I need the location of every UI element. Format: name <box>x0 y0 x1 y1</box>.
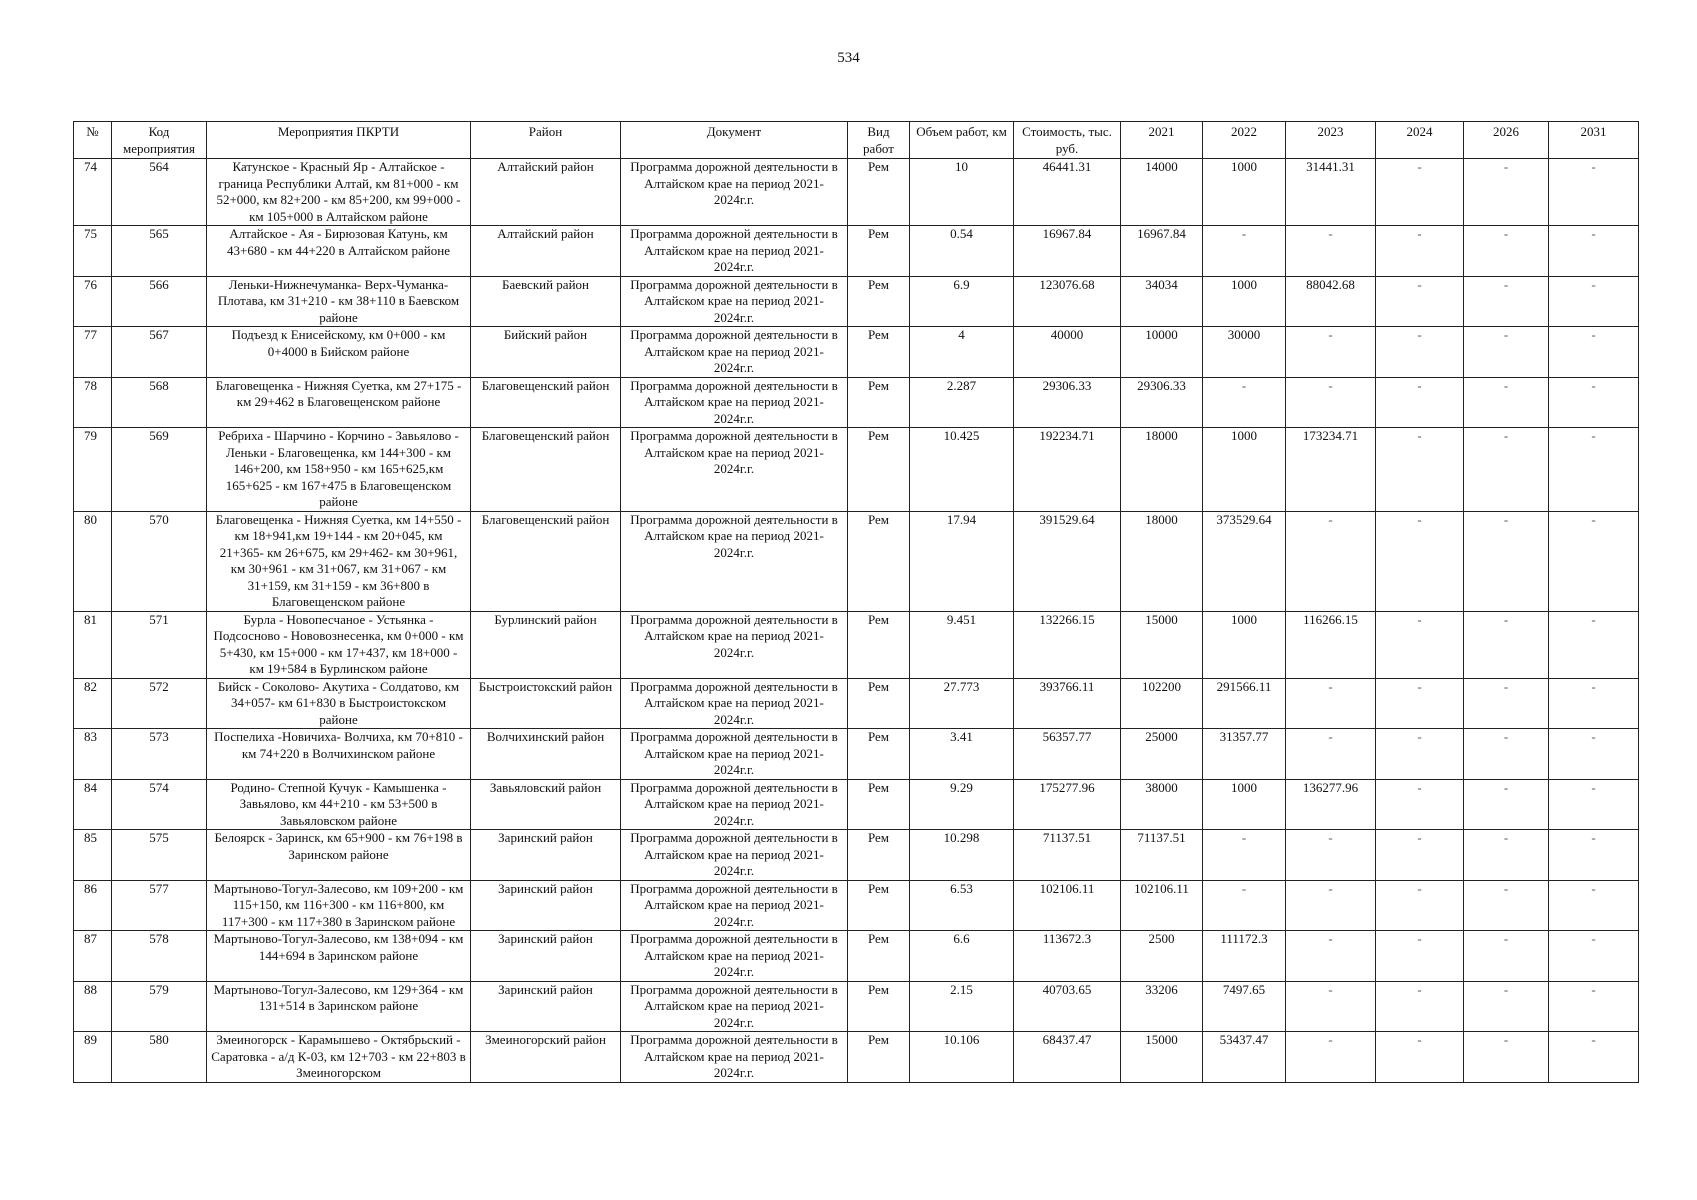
table-cell: - <box>1549 779 1639 830</box>
table-row <box>74 981 1639 1032</box>
table-cell: - <box>1286 880 1376 931</box>
table-cell: 1000 <box>1203 779 1286 830</box>
table-row <box>74 159 1639 226</box>
table-cell: Рем <box>848 327 910 378</box>
table-cell: 573 <box>112 729 207 780</box>
table-cell: 579 <box>112 981 207 1032</box>
table-cell: 2.15 <box>910 981 1014 1032</box>
table-cell: Рем <box>848 981 910 1032</box>
column-header: Стоимость, тыс. руб. <box>1014 122 1121 159</box>
table-cell: 0.54 <box>910 226 1014 277</box>
table-cell: - <box>1376 1032 1464 1083</box>
table-cell: - <box>1376 377 1464 428</box>
table-row <box>74 511 1639 611</box>
table-cell: Рем <box>848 159 910 226</box>
table-cell: - <box>1464 779 1549 830</box>
table-cell: 10000 <box>1121 327 1203 378</box>
table-cell: - <box>1549 931 1639 982</box>
table-cell: Благовещенский район <box>471 428 621 512</box>
table-cell: 7497.65 <box>1203 981 1286 1032</box>
table-cell: 1000 <box>1203 428 1286 512</box>
table-cell: - <box>1203 226 1286 277</box>
table-cell: - <box>1286 511 1376 611</box>
table-cell: Ребриха - Шарчино - Корчино - Завьялово - Леньки - Благовещенка, км 144+300 - км 146+200, км 158+950 - км 165+625,км 165+625 - км 167+475 в Благовещенском районе <box>207 428 471 512</box>
table-cell: 575 <box>112 830 207 881</box>
table-cell: - <box>1376 327 1464 378</box>
table-cell: 84 <box>74 779 112 830</box>
table-cell: 132266.15 <box>1014 611 1121 678</box>
table-cell: - <box>1464 830 1549 881</box>
table-cell: - <box>1549 511 1639 611</box>
table-cell: Завьяловский район <box>471 779 621 830</box>
table-cell: Баевский район <box>471 276 621 327</box>
table-cell: Рем <box>848 377 910 428</box>
table-cell: - <box>1464 159 1549 226</box>
table-cell: - <box>1549 880 1639 931</box>
table-cell: Программа дорожной деятельности в Алтайском крае на период 2021-2024г.г. <box>621 511 848 611</box>
table-cell: Родино- Степной Кучук - Камышенка - Завьялово, км 44+210 - км 53+500 в Завьяловском районе <box>207 779 471 830</box>
table-cell: Волчихинский район <box>471 729 621 780</box>
table-cell: Программа дорожной деятельности в Алтайском крае на период 2021-2024г.г. <box>621 159 848 226</box>
table-cell: 83 <box>74 729 112 780</box>
table-cell: Благовещенский район <box>471 511 621 611</box>
column-header: 2024 <box>1376 122 1464 159</box>
column-header: 2023 <box>1286 122 1376 159</box>
table-cell: 102106.11 <box>1121 880 1203 931</box>
table-row <box>74 678 1639 729</box>
table-cell: 113672.3 <box>1014 931 1121 982</box>
table-cell: - <box>1464 1032 1549 1083</box>
table-cell: - <box>1376 880 1464 931</box>
table-cell: - <box>1549 1032 1639 1083</box>
table-cell: - <box>1376 830 1464 881</box>
table-cell: Подъезд к Енисейскому, км 0+000 - км 0+4000 в Бийском районе <box>207 327 471 378</box>
table-row <box>74 880 1639 931</box>
measures-table <box>73 121 1639 1083</box>
table-cell: 25000 <box>1121 729 1203 780</box>
table-cell: Мартыново-Тогул-Залесово, км 129+364 - км 131+514 в Заринском районе <box>207 981 471 1032</box>
table-cell: - <box>1549 611 1639 678</box>
table-cell: - <box>1464 678 1549 729</box>
table-cell: 570 <box>112 511 207 611</box>
table-cell: 75 <box>74 226 112 277</box>
table-cell: Бийский район <box>471 327 621 378</box>
table-cell: 38000 <box>1121 779 1203 830</box>
table-cell: 123076.68 <box>1014 276 1121 327</box>
table-cell: Леньки-Нижнечуманка- Верх-Чуманка-Плотава, км 31+210 - км 38+110 в Баевском районе <box>207 276 471 327</box>
table-cell: 574 <box>112 779 207 830</box>
table-cell: Рем <box>848 226 910 277</box>
table-cell: 81 <box>74 611 112 678</box>
table-cell: 564 <box>112 159 207 226</box>
table-cell: - <box>1549 226 1639 277</box>
table-cell: - <box>1286 327 1376 378</box>
table-cell: Поспелиха -Новичиха- Волчиха, км 70+810 - км 74+220 в Волчихинском районе <box>207 729 471 780</box>
table-cell: 77 <box>74 327 112 378</box>
table-cell: 565 <box>112 226 207 277</box>
table-cell: - <box>1549 428 1639 512</box>
table-cell: 4 <box>910 327 1014 378</box>
table-cell: Рем <box>848 511 910 611</box>
table-cell: 16967.84 <box>1014 226 1121 277</box>
column-header: Район <box>471 122 621 159</box>
table-cell: - <box>1286 729 1376 780</box>
table-cell: 40000 <box>1014 327 1121 378</box>
table-cell: Программа дорожной деятельности в Алтайском крае на период 2021-2024г.г. <box>621 678 848 729</box>
table-cell: - <box>1464 327 1549 378</box>
table-cell: Программа дорожной деятельности в Алтайском крае на период 2021-2024г.г. <box>621 226 848 277</box>
table-cell: - <box>1376 611 1464 678</box>
table-cell: - <box>1376 779 1464 830</box>
table-cell: Змеиногорск - Карамышево - Октябрьский - Саратовка - а/д К-03, км 12+703 - км 22+803 в Змеиногорском <box>207 1032 471 1083</box>
table-cell: Катунское - Красный Яр - Алтайское - граница Республики Алтай, км 81+000 - км 52+000, км 82+200 - км 85+200, км 99+000 - км 105+000 в Алтайском районе <box>207 159 471 226</box>
table-cell: 10.425 <box>910 428 1014 512</box>
table-cell: 173234.71 <box>1286 428 1376 512</box>
table-cell: 2.287 <box>910 377 1014 428</box>
table-cell: 2500 <box>1121 931 1203 982</box>
table-cell: 46441.31 <box>1014 159 1121 226</box>
table-cell: - <box>1286 981 1376 1032</box>
table-cell: 567 <box>112 327 207 378</box>
table-cell: Программа дорожной деятельности в Алтайском крае на период 2021-2024г.г. <box>621 981 848 1032</box>
table-cell: 31357.77 <box>1203 729 1286 780</box>
table-cell: Рем <box>848 678 910 729</box>
table-cell: - <box>1464 377 1549 428</box>
table-cell: - <box>1376 931 1464 982</box>
table-cell: 86 <box>74 880 112 931</box>
table-cell: 27.773 <box>910 678 1014 729</box>
table-cell: 85 <box>74 830 112 881</box>
table-cell: Бурлинский район <box>471 611 621 678</box>
table-cell: - <box>1203 880 1286 931</box>
table-cell: Программа дорожной деятельности в Алтайском крае на период 2021-2024г.г. <box>621 1032 848 1083</box>
table-cell: Программа дорожной деятельности в Алтайском крае на период 2021-2024г.г. <box>621 276 848 327</box>
table-cell: 9.451 <box>910 611 1014 678</box>
table-cell: Программа дорожной деятельности в Алтайском крае на период 2021-2024г.г. <box>621 327 848 378</box>
table-cell: 78 <box>74 377 112 428</box>
table-cell: 569 <box>112 428 207 512</box>
table-cell: 572 <box>112 678 207 729</box>
table-cell: 577 <box>112 880 207 931</box>
table-cell: Рем <box>848 779 910 830</box>
table-row <box>74 1032 1639 1083</box>
table-cell: Программа дорожной деятельности в Алтайском крае на период 2021-2024г.г. <box>621 611 848 678</box>
table-cell: - <box>1464 226 1549 277</box>
table-row <box>74 611 1639 678</box>
table-cell: Программа дорожной деятельности в Алтайском крае на период 2021-2024г.г. <box>621 880 848 931</box>
table-cell: 136277.96 <box>1286 779 1376 830</box>
table-cell: - <box>1464 880 1549 931</box>
table-row <box>74 729 1639 780</box>
table-cell: Заринский район <box>471 880 621 931</box>
column-header: Код мероприятия <box>112 122 207 159</box>
table-cell: Благовещенка - Нижняя Суетка, км 27+175 - км 29+462 в Благовещенском районе <box>207 377 471 428</box>
table-cell: 3.41 <box>910 729 1014 780</box>
column-header: 2021 <box>1121 122 1203 159</box>
table-cell: Мартыново-Тогул-Залесово, км 138+094 - км 144+694 в Заринском районе <box>207 931 471 982</box>
table-cell: 71137.51 <box>1014 830 1121 881</box>
table-cell: 88042.68 <box>1286 276 1376 327</box>
table-body <box>74 159 1639 1083</box>
table-cell: 393766.11 <box>1014 678 1121 729</box>
table-cell: Программа дорожной деятельности в Алтайском крае на период 2021-2024г.г. <box>621 428 848 512</box>
table-cell: - <box>1549 377 1639 428</box>
table-cell: - <box>1203 377 1286 428</box>
table-cell: 18000 <box>1121 428 1203 512</box>
table-cell: - <box>1376 678 1464 729</box>
table-cell: Рем <box>848 428 910 512</box>
table-row <box>74 428 1639 512</box>
table-cell: Рем <box>848 729 910 780</box>
table-cell: 89 <box>74 1032 112 1083</box>
table-cell: 82 <box>74 678 112 729</box>
table-cell: 18000 <box>1121 511 1203 611</box>
table-cell: - <box>1464 931 1549 982</box>
table-cell: - <box>1376 981 1464 1032</box>
table-cell: 578 <box>112 931 207 982</box>
table-cell: Благовещенка - Нижняя Суетка, км 14+550 - км 18+941,км 19+144 - км 20+045, км 21+365- км 26+675, км 29+462- км 30+961, км 30+961 - км 31+067, км 31+067 - км 31+159, км 31+159 - км 36+800 в Благовещенском районе <box>207 511 471 611</box>
table-cell: 6.53 <box>910 880 1014 931</box>
table-cell: 40703.65 <box>1014 981 1121 1032</box>
table-cell: Рем <box>848 1032 910 1083</box>
table-cell: 10 <box>910 159 1014 226</box>
table-cell: - <box>1286 678 1376 729</box>
table-cell: - <box>1376 511 1464 611</box>
table-cell: Быстроистокский район <box>471 678 621 729</box>
table-cell: - <box>1464 611 1549 678</box>
table-cell: Змеиногорский район <box>471 1032 621 1083</box>
table-cell: Программа дорожной деятельности в Алтайском крае на период 2021-2024г.г. <box>621 830 848 881</box>
table-cell: 31441.31 <box>1286 159 1376 226</box>
table-cell: 88 <box>74 981 112 1032</box>
table-cell: 1000 <box>1203 276 1286 327</box>
table-cell: 580 <box>112 1032 207 1083</box>
column-header: Объем работ, км <box>910 122 1014 159</box>
table-cell: 79 <box>74 428 112 512</box>
table-cell: - <box>1549 729 1639 780</box>
table-cell: 29306.33 <box>1121 377 1203 428</box>
table-cell: - <box>1376 729 1464 780</box>
table-cell: Программа дорожной деятельности в Алтайском крае на период 2021-2024г.г. <box>621 377 848 428</box>
table-cell: - <box>1203 830 1286 881</box>
table-cell: 68437.47 <box>1014 1032 1121 1083</box>
table-cell: Рем <box>848 276 910 327</box>
table-cell: 17.94 <box>910 511 1014 611</box>
table-cell: 175277.96 <box>1014 779 1121 830</box>
table-cell: 291566.11 <box>1203 678 1286 729</box>
table-cell: - <box>1376 428 1464 512</box>
table-cell: - <box>1286 830 1376 881</box>
table-cell: - <box>1376 159 1464 226</box>
table-row <box>74 226 1639 277</box>
table-cell: - <box>1549 678 1639 729</box>
page-number: 534 <box>837 50 860 66</box>
table-cell: Благовещенский район <box>471 377 621 428</box>
table-cell: 373529.64 <box>1203 511 1286 611</box>
table-cell: Программа дорожной деятельности в Алтайском крае на период 2021-2024г.г. <box>621 729 848 780</box>
table-cell: 568 <box>112 377 207 428</box>
table-cell: Бийск - Соколово- Акутиха - Солдатово, км 34+057- км 61+830 в Быстроистокском районе <box>207 678 471 729</box>
column-header: № <box>74 122 112 159</box>
table-cell: - <box>1464 276 1549 327</box>
table-header <box>74 122 1639 159</box>
table-cell: 16967.84 <box>1121 226 1203 277</box>
table-cell: Рем <box>848 830 910 881</box>
table-row <box>74 830 1639 881</box>
table-cell: - <box>1464 729 1549 780</box>
header-row <box>74 122 1639 159</box>
table-row <box>74 377 1639 428</box>
table-row <box>74 327 1639 378</box>
table-cell: 102106.11 <box>1014 880 1121 931</box>
table-cell: Рем <box>848 880 910 931</box>
table-cell: 9.29 <box>910 779 1014 830</box>
table-cell: 116266.15 <box>1286 611 1376 678</box>
table-row <box>74 931 1639 982</box>
table-cell: Программа дорожной деятельности в Алтайском крае на период 2021-2024г.г. <box>621 779 848 830</box>
table-cell: 71137.51 <box>1121 830 1203 881</box>
table-cell: Рем <box>848 611 910 678</box>
table-cell: 571 <box>112 611 207 678</box>
table-cell: 1000 <box>1203 611 1286 678</box>
table-cell: Заринский район <box>471 981 621 1032</box>
table-cell: 14000 <box>1121 159 1203 226</box>
table-cell: - <box>1286 377 1376 428</box>
table-cell: 10.106 <box>910 1032 1014 1083</box>
table-cell: 15000 <box>1121 611 1203 678</box>
column-header: 2031 <box>1549 122 1639 159</box>
table-cell: 6.9 <box>910 276 1014 327</box>
column-header: Документ <box>621 122 848 159</box>
table-cell: 6.6 <box>910 931 1014 982</box>
table-cell: 33206 <box>1121 981 1203 1032</box>
table-cell: Заринский район <box>471 931 621 982</box>
table-cell: 566 <box>112 276 207 327</box>
table-cell: - <box>1549 830 1639 881</box>
table-cell: 391529.64 <box>1014 511 1121 611</box>
table-cell: 56357.77 <box>1014 729 1121 780</box>
table-cell: Бурла - Новопесчаное - Устьянка - Подсосново - Нововознесенка, км 0+000 - км 5+430, км 15+000 - км 17+437, км 18+000 - км 19+584 в Бурлинском районе <box>207 611 471 678</box>
table-cell: 87 <box>74 931 112 982</box>
column-header: Мероприятия ПКРТИ <box>207 122 471 159</box>
table-cell: 15000 <box>1121 1032 1203 1083</box>
table-cell: 10.298 <box>910 830 1014 881</box>
table-row <box>74 276 1639 327</box>
table-cell: - <box>1464 511 1549 611</box>
table-cell: - <box>1286 226 1376 277</box>
table-cell: - <box>1549 981 1639 1032</box>
table-cell: - <box>1286 931 1376 982</box>
table-cell: Алтайское - Ая - Бирюзовая Катунь, км 43+680 - км 44+220 в Алтайском районе <box>207 226 471 277</box>
table-cell: - <box>1549 276 1639 327</box>
table-cell: - <box>1464 428 1549 512</box>
table-cell: 80 <box>74 511 112 611</box>
table-cell: 34034 <box>1121 276 1203 327</box>
table-cell: Программа дорожной деятельности в Алтайском крае на период 2021-2024г.г. <box>621 931 848 982</box>
table-cell: - <box>1464 981 1549 1032</box>
table-cell: Мартыново-Тогул-Залесово, км 109+200 - км 115+150, км 116+300 - км 116+800, км 117+300 - км 117+380 в Заринском районе <box>207 880 471 931</box>
table-cell: Заринский район <box>471 830 621 881</box>
table-cell: 76 <box>74 276 112 327</box>
table-cell: 102200 <box>1121 678 1203 729</box>
table-cell: Алтайский район <box>471 159 621 226</box>
column-header: 2026 <box>1464 122 1549 159</box>
table-cell: 74 <box>74 159 112 226</box>
table-cell: Рем <box>848 931 910 982</box>
table-cell: - <box>1549 327 1639 378</box>
table-cell: - <box>1549 159 1639 226</box>
table-cell: 29306.33 <box>1014 377 1121 428</box>
table-cell: 53437.47 <box>1203 1032 1286 1083</box>
table-cell: 192234.71 <box>1014 428 1121 512</box>
table-cell: 1000 <box>1203 159 1286 226</box>
table-cell: - <box>1376 226 1464 277</box>
table-row <box>74 779 1639 830</box>
table-cell: Белоярск - Заринск, км 65+900 - км 76+198 в Заринском районе <box>207 830 471 881</box>
table-cell: - <box>1286 1032 1376 1083</box>
table-cell: 30000 <box>1203 327 1286 378</box>
table-cell: Алтайский район <box>471 226 621 277</box>
table-cell: 111172.3 <box>1203 931 1286 982</box>
column-header: 2022 <box>1203 122 1286 159</box>
column-header: Вид работ <box>848 122 910 159</box>
table-cell: - <box>1376 276 1464 327</box>
